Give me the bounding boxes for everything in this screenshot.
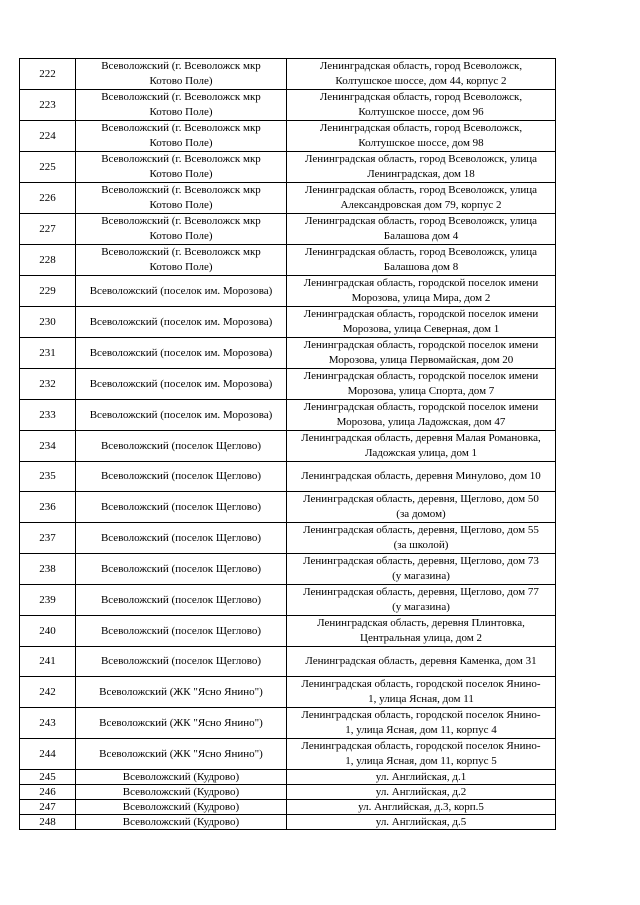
table-row — [20, 815, 556, 830]
district-cell: Всеволожский (поселок Щеглово) — [76, 616, 287, 647]
table-row — [20, 369, 556, 400]
address-cell: Ленинградская область, город Всеволожск, улица Балашова дом 4 — [287, 214, 556, 245]
district-cell: Всеволожский (ЖК "Ясно Янино") — [76, 739, 287, 770]
table-row — [20, 492, 556, 523]
row-number: 232 — [20, 369, 76, 400]
row-number: 243 — [20, 708, 76, 739]
table-row — [20, 90, 556, 121]
address-cell: Ленинградская область, городской поселок имени Морозова, улица Спорта, дом 7 — [287, 369, 556, 400]
district-cell: Всеволожский (поселок им. Морозова) — [76, 338, 287, 369]
district-cell: Всеволожский (г. Всеволожск мкр Котово Поле) — [76, 59, 287, 90]
district-cell: Всеволожский (г. Всеволожск мкр Котово Поле) — [76, 152, 287, 183]
address-cell: Ленинградская область, город Всеволожск, улица Балашова дом 8 — [287, 245, 556, 276]
address-cell: Ленинградская область, город Всеволожск, Колтушское шоссе, дом 96 — [287, 90, 556, 121]
district-cell: Всеволожский (г. Всеволожск мкр Котово Поле) — [76, 90, 287, 121]
address-cell: Ленинградская область, городской поселок имени Морозова, улица Ладожская, дом 47 — [287, 400, 556, 431]
district-cell: Всеволожский (Кудрово) — [76, 785, 287, 800]
address-cell: ул. Английская, д.2 — [287, 785, 556, 800]
table-row — [20, 708, 556, 739]
address-cell: Ленинградская область, деревня, Щеглово, дом 55 (за школой) — [287, 523, 556, 554]
table-row — [20, 338, 556, 369]
district-cell: Всеволожский (г. Всеволожск мкр Котово Поле) — [76, 121, 287, 152]
row-number: 240 — [20, 616, 76, 647]
table-row — [20, 121, 556, 152]
address-cell: Ленинградская область, город Всеволожск, улица Ленинградская, дом 18 — [287, 152, 556, 183]
row-number: 236 — [20, 492, 76, 523]
table-row — [20, 431, 556, 462]
row-number: 235 — [20, 462, 76, 492]
district-cell: Всеволожский (поселок Щеглово) — [76, 462, 287, 492]
row-number: 233 — [20, 400, 76, 431]
row-number: 230 — [20, 307, 76, 338]
district-cell: Всеволожский (г. Всеволожск мкр Котово Поле) — [76, 245, 287, 276]
table-row — [20, 770, 556, 785]
table-row — [20, 462, 556, 492]
table-body — [20, 59, 556, 830]
address-cell: Ленинградская область, деревня Каменка, дом 31 — [287, 647, 556, 677]
table-row — [20, 245, 556, 276]
table-row — [20, 616, 556, 647]
table-row — [20, 307, 556, 338]
row-number: 237 — [20, 523, 76, 554]
district-cell: Всеволожский (поселок Щеглово) — [76, 554, 287, 585]
address-table — [19, 58, 556, 830]
table-row — [20, 523, 556, 554]
row-number: 238 — [20, 554, 76, 585]
row-number: 241 — [20, 647, 76, 677]
row-number: 245 — [20, 770, 76, 785]
address-cell: Ленинградская область, городской поселок имени Морозова, улица Мира, дом 2 — [287, 276, 556, 307]
row-number: 229 — [20, 276, 76, 307]
row-number: 228 — [20, 245, 76, 276]
address-cell: ул. Английская, д.1 — [287, 770, 556, 785]
table-row — [20, 800, 556, 815]
district-cell: Всеволожский (поселок Щеглово) — [76, 585, 287, 616]
district-cell: Всеволожский (поселок Щеглово) — [76, 492, 287, 523]
row-number: 248 — [20, 815, 76, 830]
address-cell: Ленинградская область, город Всеволожск, улица Александровская дом 79, корпус 2 — [287, 183, 556, 214]
table-row — [20, 785, 556, 800]
address-cell: Ленинградская область, город Всеволожск, Колтушское шоссе, дом 44, корпус 2 — [287, 59, 556, 90]
address-cell: Ленинградская область, деревня Плинтовка, Центральная улица, дом 2 — [287, 616, 556, 647]
table-row — [20, 152, 556, 183]
address-cell: ул. Английская, д.3, корп.5 — [287, 800, 556, 815]
table-row — [20, 554, 556, 585]
row-number: 223 — [20, 90, 76, 121]
district-cell: Всеволожский (г. Всеволожск мкр Котово Поле) — [76, 214, 287, 245]
district-cell: Всеволожский (ЖК "Ясно Янино") — [76, 677, 287, 708]
row-number: 234 — [20, 431, 76, 462]
district-cell: Всеволожский (поселок им. Морозова) — [76, 307, 287, 338]
address-cell: Ленинградская область, городской поселок Янино- 1, улица Ясная, дом 11, корпус 4 — [287, 708, 556, 739]
district-cell: Всеволожский (поселок им. Морозова) — [76, 400, 287, 431]
row-number: 247 — [20, 800, 76, 815]
table-row — [20, 276, 556, 307]
address-cell: Ленинградская область, городской поселок Янино- 1, улица Ясная, дом 11, корпус 5 — [287, 739, 556, 770]
row-number: 227 — [20, 214, 76, 245]
district-cell: Всеволожский (Кудрово) — [76, 800, 287, 815]
address-cell: ул. Английская, д.5 — [287, 815, 556, 830]
row-number: 224 — [20, 121, 76, 152]
district-cell: Всеволожский (ЖК "Ясно Янино") — [76, 708, 287, 739]
address-cell: Ленинградская область, деревня, Щеглово, дом 50 (за домом) — [287, 492, 556, 523]
address-cell: Ленинградская область, деревня Малая Романовка, Ладожская улица, дом 1 — [287, 431, 556, 462]
district-cell: Всеволожский (поселок им. Морозова) — [76, 276, 287, 307]
address-cell: Ленинградская область, деревня Минулово, дом 10 — [287, 462, 556, 492]
district-cell: Всеволожский (поселок Щеглово) — [76, 523, 287, 554]
row-number: 222 — [20, 59, 76, 90]
address-cell: Ленинградская область, городской поселок Янино- 1, улица Ясная, дом 11 — [287, 677, 556, 708]
row-number: 231 — [20, 338, 76, 369]
address-cell: Ленинградская область, деревня, Щеглово, дом 77 (у магазина) — [287, 585, 556, 616]
table-row — [20, 677, 556, 708]
row-number: 239 — [20, 585, 76, 616]
table-row — [20, 647, 556, 677]
table-row — [20, 400, 556, 431]
address-cell: Ленинградская область, городской поселок имени Морозова, улица Первомайская, дом 20 — [287, 338, 556, 369]
table-row — [20, 214, 556, 245]
table-row — [20, 585, 556, 616]
district-cell: Всеволожский (Кудрово) — [76, 815, 287, 830]
row-number: 246 — [20, 785, 76, 800]
row-number: 242 — [20, 677, 76, 708]
row-number: 225 — [20, 152, 76, 183]
address-cell: Ленинградская область, деревня, Щеглово, дом 73 (у магазина) — [287, 554, 556, 585]
district-cell: Всеволожский (поселок им. Морозова) — [76, 369, 287, 400]
address-cell: Ленинградская область, городской поселок имени Морозова, улица Северная, дом 1 — [287, 307, 556, 338]
row-number: 244 — [20, 739, 76, 770]
district-cell: Всеволожский (г. Всеволожск мкр Котово Поле) — [76, 183, 287, 214]
district-cell: Всеволожский (поселок Щеглово) — [76, 647, 287, 677]
table-row — [20, 183, 556, 214]
table-row — [20, 739, 556, 770]
address-cell: Ленинградская область, город Всеволожск, Колтушское шоссе, дом 98 — [287, 121, 556, 152]
district-cell: Всеволожский (поселок Щеглово) — [76, 431, 287, 462]
district-cell: Всеволожский (Кудрово) — [76, 770, 287, 785]
row-number: 226 — [20, 183, 76, 214]
table-row — [20, 59, 556, 90]
